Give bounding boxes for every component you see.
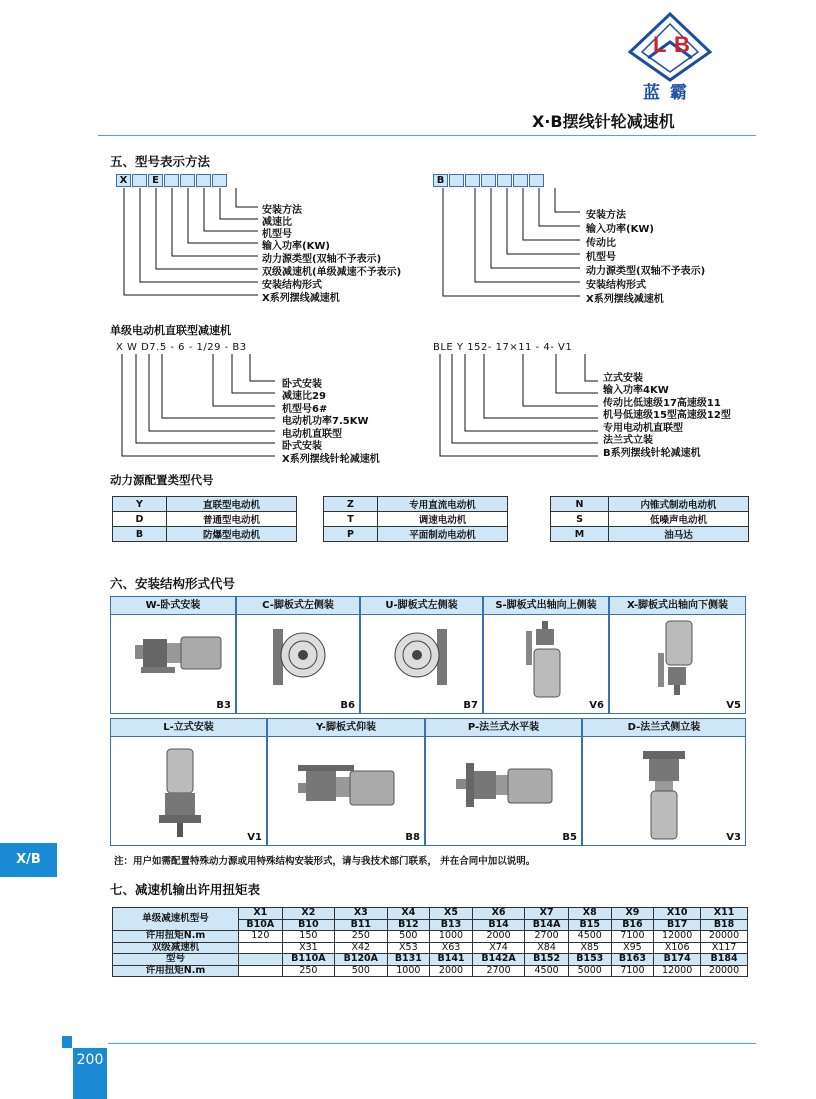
- cell: B12: [387, 919, 430, 931]
- code-box: [497, 174, 512, 187]
- cell: X42: [335, 942, 387, 954]
- left-label: 双级减速机(单级减速不予表示): [262, 267, 402, 278]
- cell: B110A: [282, 954, 334, 966]
- cell: X2: [282, 908, 334, 920]
- mount-x: [609, 596, 746, 714]
- code-box: B: [433, 174, 448, 187]
- right-label: 输入功率(KW): [586, 224, 654, 235]
- mount-title: L-立式安装: [111, 719, 266, 737]
- power-desc: 平面制动电动机: [378, 527, 508, 542]
- mount-w: [110, 596, 236, 714]
- power-desc: 专用直流电动机: [378, 497, 508, 512]
- row-label: 许用扭矩N.m: [113, 931, 239, 943]
- cell: 2000: [430, 965, 473, 977]
- torque-table: [112, 907, 748, 977]
- cell: B10A: [239, 919, 283, 931]
- power-code: N: [551, 497, 609, 512]
- power-code: T: [324, 512, 378, 527]
- note-text: 注：用户如需配置特殊动力源或用特殊结构安装形式，请与我技术部门联系， 并在合同中加以说明。: [114, 856, 536, 867]
- cell: 20000: [701, 965, 748, 977]
- cell: X5: [430, 908, 473, 920]
- brand-name: 蓝霸: [643, 83, 697, 103]
- code-box: [465, 174, 480, 187]
- mount-title: D-法兰式侧立装: [583, 719, 745, 737]
- cell: B174: [654, 954, 701, 966]
- cell: X63: [430, 942, 473, 954]
- cell: B10: [282, 919, 334, 931]
- right-label: 动力源类型(双轴不予表示): [586, 266, 706, 277]
- right-code-boxes: [433, 174, 544, 187]
- left-label: 机型号: [262, 229, 292, 240]
- left-example-label: 卧式安装: [282, 441, 322, 452]
- cell: 150: [282, 931, 334, 943]
- cell: X84: [525, 942, 569, 954]
- cell: 2700: [525, 931, 569, 943]
- power-code: Z: [324, 497, 378, 512]
- section5-heading: 五、型号表示方法: [110, 154, 211, 169]
- cell: B11: [335, 919, 387, 931]
- right-example-label: 机号低速级15型高速级12型: [603, 410, 731, 421]
- cell: B142A: [472, 954, 524, 966]
- cell: 4500: [525, 965, 569, 977]
- right-label: 传动比: [586, 238, 616, 249]
- mount-title: X-脚板式出轴向下侧装: [610, 597, 745, 615]
- mount-code: V6: [589, 700, 604, 711]
- mount-title: U-脚板式左侧装: [361, 597, 482, 615]
- reducer-side-drawing: [269, 625, 329, 691]
- mount-title: Y-脚板式仰装: [268, 719, 424, 737]
- cell: 12000: [654, 965, 701, 977]
- code-box: X: [116, 174, 131, 187]
- cell: B14A: [525, 919, 569, 931]
- left-label: 输入功率(KW): [262, 241, 330, 252]
- code-box: E: [148, 174, 163, 187]
- cell: X95: [611, 942, 654, 954]
- page-number: 200: [73, 1048, 107, 1099]
- cell: X8: [568, 908, 611, 920]
- power-source-heading: 动力源配置类型代号: [110, 473, 214, 487]
- right-example-label: B系列摆线针轮减速机: [603, 448, 701, 459]
- row-label: 型号: [113, 954, 239, 966]
- cell: B17: [654, 919, 701, 931]
- cell: B184: [701, 954, 748, 966]
- left-example-label: X系列摆线针轮减速机: [282, 454, 380, 465]
- reducer-side-drawing: [391, 625, 451, 691]
- cell: B18: [701, 919, 748, 931]
- left-example-code: X W D7.5 - 6 - 1/29 - B3: [116, 342, 247, 353]
- power-desc: 调速电动机: [378, 512, 508, 527]
- cell: X85: [568, 942, 611, 954]
- svg-text:L: L: [653, 32, 667, 57]
- mount-code: V3: [726, 832, 741, 843]
- left-label: 动力源类型(双轴不予表示): [262, 254, 382, 265]
- cell: 500: [387, 931, 430, 943]
- reducer-horizontal-drawing: [121, 627, 227, 691]
- row-label: 单级减速机型号: [113, 908, 239, 931]
- power-desc: 普通型电动机: [167, 512, 297, 527]
- mount-code: B7: [463, 700, 478, 711]
- cell: X53: [387, 942, 430, 954]
- cell: B152: [525, 954, 569, 966]
- mount-p: [425, 718, 582, 846]
- cell: X117: [701, 942, 748, 954]
- row-label: 许用扭矩N.m: [113, 965, 239, 977]
- power-desc: 内锥式制动电动机: [609, 497, 749, 512]
- reducer-vertical-drawing: [522, 621, 572, 699]
- left-example-label: 机型号6#: [282, 404, 328, 415]
- cell: X9: [611, 908, 654, 920]
- cell: B153: [568, 954, 611, 966]
- cell: [239, 954, 283, 966]
- cell: B14: [472, 919, 524, 931]
- right-example-label: 立式安装: [603, 373, 643, 384]
- mount-title: W-卧式安装: [111, 597, 235, 615]
- power-code: B: [113, 527, 167, 542]
- footer-divider: [108, 1043, 756, 1044]
- power-code: Y: [113, 497, 167, 512]
- left-example-label: 减速比29: [282, 391, 326, 402]
- mount-code: B5: [562, 832, 577, 843]
- cell: 2000: [472, 931, 524, 943]
- code-box: [449, 174, 464, 187]
- reducer-vertical-drawing: [639, 747, 689, 843]
- mount-title: S-脚板式出轴向上侧装: [484, 597, 608, 615]
- mount-u: [360, 596, 483, 714]
- cell: X1: [239, 908, 283, 920]
- left-label: 减速比: [262, 217, 292, 228]
- mount-code: B6: [340, 700, 355, 711]
- side-tab: X/B: [0, 843, 57, 877]
- mount-s: [483, 596, 609, 714]
- mount-c: [236, 596, 360, 714]
- mount-title: P-法兰式水平装: [426, 719, 581, 737]
- mount-title: C-脚板式左侧装: [237, 597, 359, 615]
- cell: B141: [430, 954, 473, 966]
- cell: 20000: [701, 931, 748, 943]
- left-label: 安装结构形式: [262, 280, 322, 291]
- cell: X74: [472, 942, 524, 954]
- code-box: [513, 174, 528, 187]
- power-table-2: [323, 496, 508, 542]
- cell: 250: [335, 931, 387, 943]
- cell: [239, 965, 283, 977]
- cell: X7: [525, 908, 569, 920]
- power-table-3: [550, 496, 749, 542]
- mount-code: B8: [405, 832, 420, 843]
- cell: B163: [611, 954, 654, 966]
- power-code: S: [551, 512, 609, 527]
- cell: X10: [654, 908, 701, 920]
- cell: X4: [387, 908, 430, 920]
- svg-text:B: B: [674, 32, 690, 57]
- power-table-1: [112, 496, 297, 542]
- mount-d: [582, 718, 746, 846]
- cell: 120: [239, 931, 283, 943]
- mount-code: B3: [216, 700, 231, 711]
- right-example-label: 专用电动机直联型: [603, 423, 683, 434]
- cell: [239, 942, 283, 954]
- cell: X11: [701, 908, 748, 920]
- power-desc: 直联型电动机: [167, 497, 297, 512]
- mount-y: [267, 718, 425, 846]
- right-label: 安装结构形式: [586, 280, 646, 291]
- row-label: 双级减速机: [113, 942, 239, 954]
- cell: B131: [387, 954, 430, 966]
- reducer-horizontal-drawing: [294, 761, 404, 827]
- mount-code: V5: [726, 700, 741, 711]
- left-label: X系列摆线减速机: [262, 293, 340, 304]
- page-title: X·B摆线针轮减速机: [532, 112, 675, 131]
- power-desc: 油马达: [609, 527, 749, 542]
- right-example-label: 输入功率4KW: [603, 385, 669, 396]
- left-example-label: 电动机功率7.5KW: [282, 416, 369, 427]
- mount-code: V1: [247, 832, 262, 843]
- power-code: P: [324, 527, 378, 542]
- right-label: X系列摆线减速机: [586, 294, 664, 305]
- section7-heading: 七、减速机输出许用扭矩表: [110, 882, 261, 897]
- cell: 1000: [430, 931, 473, 943]
- cell: 7100: [611, 931, 654, 943]
- right-example-label: 传动比低速级17高速级11: [603, 398, 721, 409]
- power-code: D: [113, 512, 167, 527]
- cell: B13: [430, 919, 473, 931]
- power-desc: 低噪声电动机: [609, 512, 749, 527]
- right-label: 安装方法: [586, 210, 626, 221]
- left-label: 安装方法: [262, 205, 302, 216]
- cell: 1000: [387, 965, 430, 977]
- section6-heading: 六、安装结构形式代号: [110, 576, 236, 591]
- right-example-label: 法兰式立装: [603, 435, 653, 446]
- cell: 500: [335, 965, 387, 977]
- left-example-label: 卧式安装: [282, 379, 322, 390]
- power-desc: 防爆型电动机: [167, 527, 297, 542]
- right-example-code: BLE Y 152- 17×11 - 4- V1: [433, 342, 573, 353]
- reducer-vertical-drawing: [654, 619, 704, 699]
- cell: X31: [282, 942, 334, 954]
- cell: X3: [335, 908, 387, 920]
- cell: 7100: [611, 965, 654, 977]
- cell: X6: [472, 908, 524, 920]
- cell: 12000: [654, 931, 701, 943]
- page-marker: [62, 1036, 72, 1048]
- cell: 250: [282, 965, 334, 977]
- example-title: 单级电动机直联型减速机: [110, 324, 231, 337]
- reducer-vertical-drawing: [155, 745, 205, 843]
- mount-l: [110, 718, 267, 846]
- cell: B15: [568, 919, 611, 931]
- power-code: M: [551, 527, 609, 542]
- cell: B16: [611, 919, 654, 931]
- cell: 5000: [568, 965, 611, 977]
- left-example-label: 电动机直联型: [282, 429, 342, 440]
- code-box: [529, 174, 544, 187]
- reducer-horizontal-drawing: [454, 761, 558, 821]
- right-label: 机型号: [586, 252, 616, 263]
- code-box: [481, 174, 496, 187]
- cell: B120A: [335, 954, 387, 966]
- cell: X106: [654, 942, 701, 954]
- cell: 4500: [568, 931, 611, 943]
- cell: 2700: [472, 965, 524, 977]
